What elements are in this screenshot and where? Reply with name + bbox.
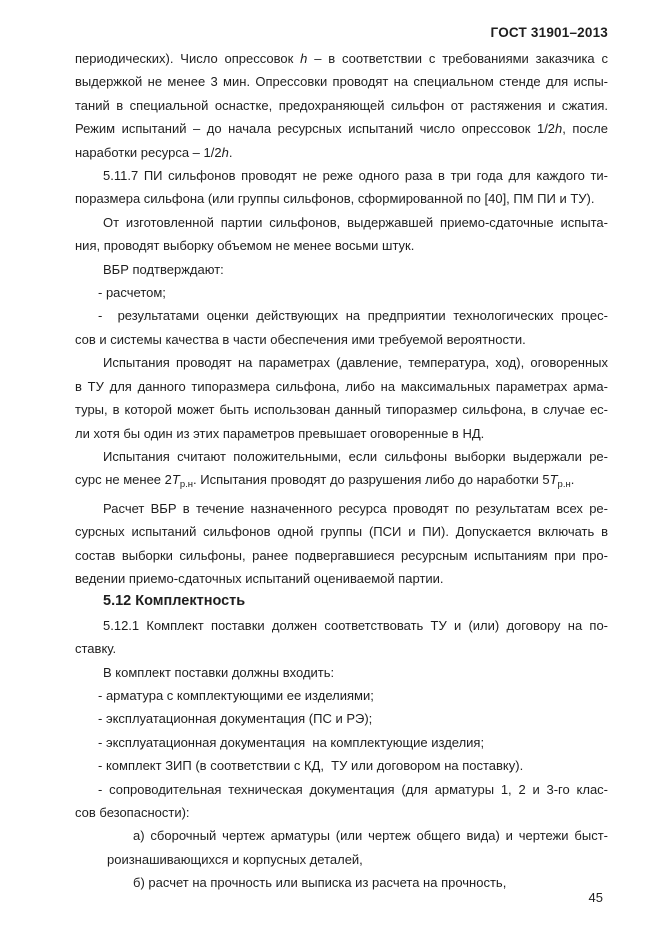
- text-line: Испытания проводят на параметрах (давление, температура, ход), оговоренных: [103, 355, 608, 371]
- text-line: ставку.: [75, 641, 117, 657]
- italic-variable: h: [555, 121, 563, 137]
- text-line: выдержкой не менее 3 мин. Опрессовки проводят на специальном стенде для испы-: [75, 74, 608, 90]
- text-line: б) расчет на прочность или выписка из расчета на прочность,: [133, 875, 507, 891]
- text-line: ли хотя бы один из этих параметров превышает оговоренные в НД.: [75, 425, 485, 441]
- section-heading: 5.12 Комплектность: [103, 593, 246, 610]
- text-line: роизнашивающихся и корпусных деталей,: [107, 851, 363, 867]
- text-line: ведении приемо-сдаточных испытаний оцениваемой партии.: [75, 570, 444, 586]
- italic-variable: Т: [171, 472, 180, 488]
- text-line: Расчет ВБР в течение назначенного ресурса проводят по результатам всех ре-: [103, 500, 608, 516]
- list-item-line: - комплект ЗИП (в соответствии с КД, ТУ или договором на поставку).: [98, 758, 524, 774]
- text-line: В комплект поставки должны входить:: [103, 664, 335, 680]
- subscript-text: р.н: [557, 479, 571, 491]
- list-item-line: - эксплуатационная документация (ПС и РЭ);: [98, 711, 373, 727]
- text-line: Режим испытаний – до начала ресурсных испытаний число опрессовок 1/2h, после: [75, 121, 608, 137]
- italic-variable: h: [221, 144, 229, 160]
- text-line: поразмера сильфона (или группы сильфонов, сформированной по [40], ПМ ПИ и ТУ).: [75, 191, 595, 207]
- text-line: сурс не менее $2Т_{р.н}$. Испытания проводят до разрушения либо до наработки $5Т_{р.н}$.: [75, 472, 575, 491]
- text-line: 5.11.7 ПИ сильфонов проводят не реже одного раза в три года для каждого ти-: [103, 168, 608, 184]
- list-item-line: - сопроводительная техническая документация (для арматуры 1, 2 и 3-го клас-: [98, 781, 608, 797]
- text-line: периодических). Число опрессовок h – в соответствии с требованиями заказчика с: [75, 51, 608, 66]
- text-line: ВБР подтверждают:: [103, 261, 224, 277]
- text-line: состав выборки сильфоны, ранее подвергавшиеся ресурсным испытаниям при про-: [75, 547, 608, 563]
- list-item-line: - расчетом;: [98, 285, 166, 301]
- text-line: 5.12.1 Комплект поставки должен соответствовать ТУ и (или) договору на по-: [103, 617, 608, 633]
- text-line: наработки ресурса – 1/2h.: [75, 144, 233, 160]
- text-line: а) сборочный чертеж арматуры (или чертеж общего вида) и чертежи быст-: [133, 828, 608, 844]
- document-body: [75, 47, 608, 895]
- text-line: сов безопасности):: [75, 805, 190, 820]
- text-line: Испытания считают положительными, если сильфоны выборки выдержали ре-: [103, 448, 608, 464]
- text-line: сурсных испытаний сильфонов одной группы (ПСИ и ПИ). Допускается включать в: [75, 524, 608, 540]
- text-line: таний в специальной оснастке, предохраняющей сильфон от растяжения и сжатия.: [75, 97, 608, 113]
- text-line: От изготовленной партии сильфонов, выдержавшей приемо-сдаточные испыта-: [103, 214, 608, 230]
- text-line: сов и системы качества в части обеспечения ими требуемой вероятности.: [75, 331, 526, 347]
- page-header-standard-number: ГОСТ 31901–2013: [490, 25, 608, 40]
- list-item-line: - арматура с комплектующими ее изделиями;: [98, 687, 374, 703]
- list-item-line: - результатами оценки действующих на предприятии технологических процес-: [98, 308, 608, 324]
- page-number: 45: [588, 890, 603, 905]
- text-line: туры, в которой может быть использован данный типоразмер сильфона, в случае ес-: [75, 402, 608, 418]
- text-line: ния, проводят выборку объемом не менее восьми штук.: [75, 238, 415, 254]
- italic-variable: h: [300, 51, 308, 66]
- italic-variable: Т: [549, 472, 558, 488]
- list-item-line: - эксплуатационная документация на комплектующие изделия;: [98, 734, 485, 750]
- subscript-text: р.н: [179, 479, 193, 491]
- text-line: в ТУ для данного типоразмера сильфона, либо на максимальных параметрах арма-: [75, 378, 608, 394]
